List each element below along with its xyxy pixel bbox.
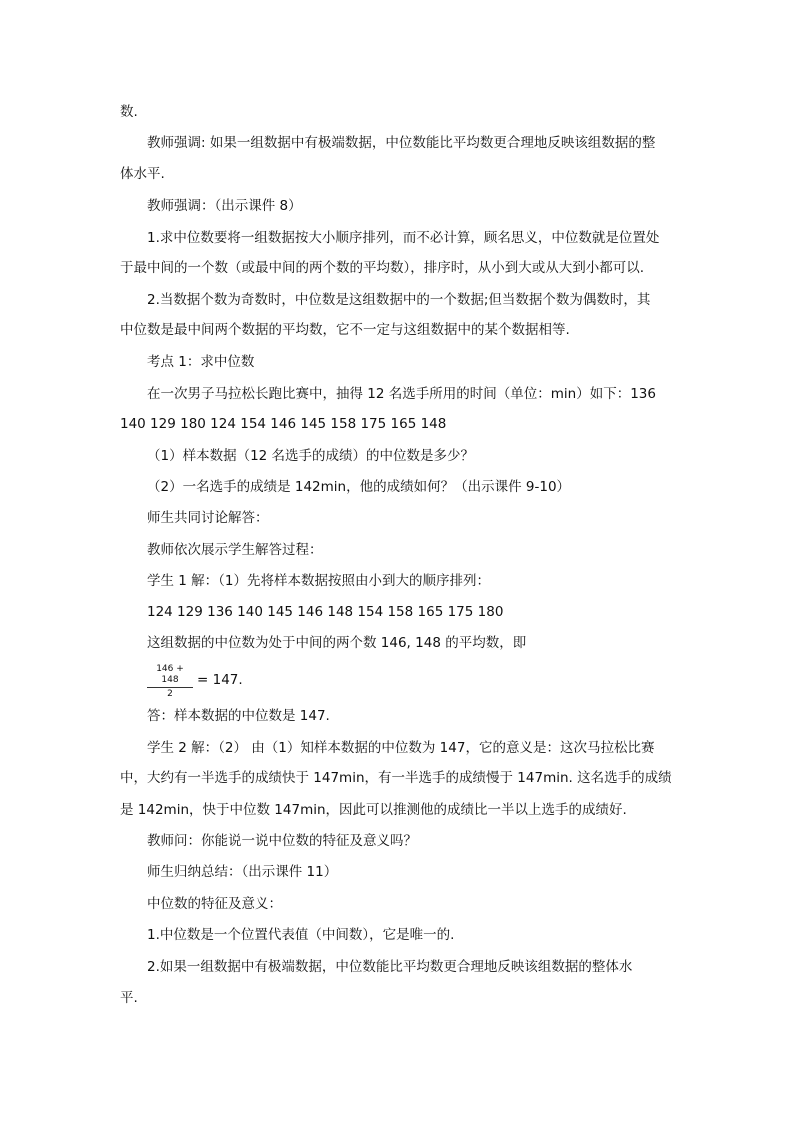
text-line: 中，大约有一半选手的成绩快于 147min，有一半选手的成绩慢于 147min. 这名选手的成绩 [120,770,672,786]
fraction-numerator: 146 + 148 [147,664,193,688]
sorted-data-list: 124 129 136 140 145 146 148 154 158 165 175 180 [147,604,504,620]
median-fraction [147,664,193,700]
text-line: 体水平. [120,166,165,182]
text-line: 师生归纳总结：（出示课件 11） [147,864,338,880]
text-line: 教师依次展示学生解答过程： [147,542,323,558]
text-line: 教师强调：（出示课件 8） [147,198,302,214]
text-line: 1.中位数是一个位置代表值（中间数），它是唯一的. [147,927,455,943]
text-line: 是 142min，快于中位数 147min，因此可以推测他的成绩比一半以上选手的成绩好. [120,802,627,818]
question-1: （1）样本数据（12 名选手的成绩）的中位数是多少？ [147,448,475,464]
question-2: （2）一名选手的成绩是 142min，他的成绩如何？（出示课件 9-10） [147,479,571,495]
text-line: 1.求中位数要将一组数据按大小顺序排列，而不必计算，顾名思义，中位数就是位置处 [147,230,660,246]
fraction-result: = 147. [197,672,243,688]
text-line: 中位数是最中间两个数据的平均数，它不一定与这组数据中的某个数据相等. [120,322,570,338]
text-line: 教师问：你能说一说中位数的特征及意义吗？ [147,833,417,849]
text-line: 于最中间的一个数（或最中间的两个数的平均数），排序时，从小到大或从大到小都可以. [120,260,645,276]
fraction-denominator: 2 [167,689,173,699]
text-line: 平. [120,990,138,1006]
text-line: 教师强调: 如果一组数据中有极端数据，中位数能比平均数更合理地反映该组数据的整 [147,135,656,151]
text-line: 数. [120,104,138,120]
answer-line: 答：样本数据的中位数是 147. [147,708,330,724]
section-heading: 考点 1：求中位数 [147,354,255,370]
text-line: 学生 1 解：（1）先将样本数据按照由小到大的顺序排列： [147,573,491,589]
text-line: 学生 2 解：（2） 由（1）知样本数据的中位数为 147，它的意义是：这次马拉松比赛 [147,740,655,756]
text-line: 师生共同讨论解答： [147,510,269,526]
text-line: 这组数据的中位数为处于中间的两个数 146, 148 的平均数，即 [147,635,527,651]
text-line: 2.如果一组数据中有极端数据，中位数能比平均数更合理地反映该组数据的整体水 [147,959,633,975]
text-line: 在一次男子马拉松长跑比赛中，抽得 12 名选手所用的时间（单位：min）如下：136 [147,386,656,402]
text-line: 中位数的特征及意义： [147,896,282,912]
text-line: 2.当数据个数为奇数时，中位数是这组数据中的一个数据;但当数据个数为偶数时，其 [147,292,651,308]
data-list: 140 129 180 124 154 146 145 158 175 165 148 [120,416,447,432]
